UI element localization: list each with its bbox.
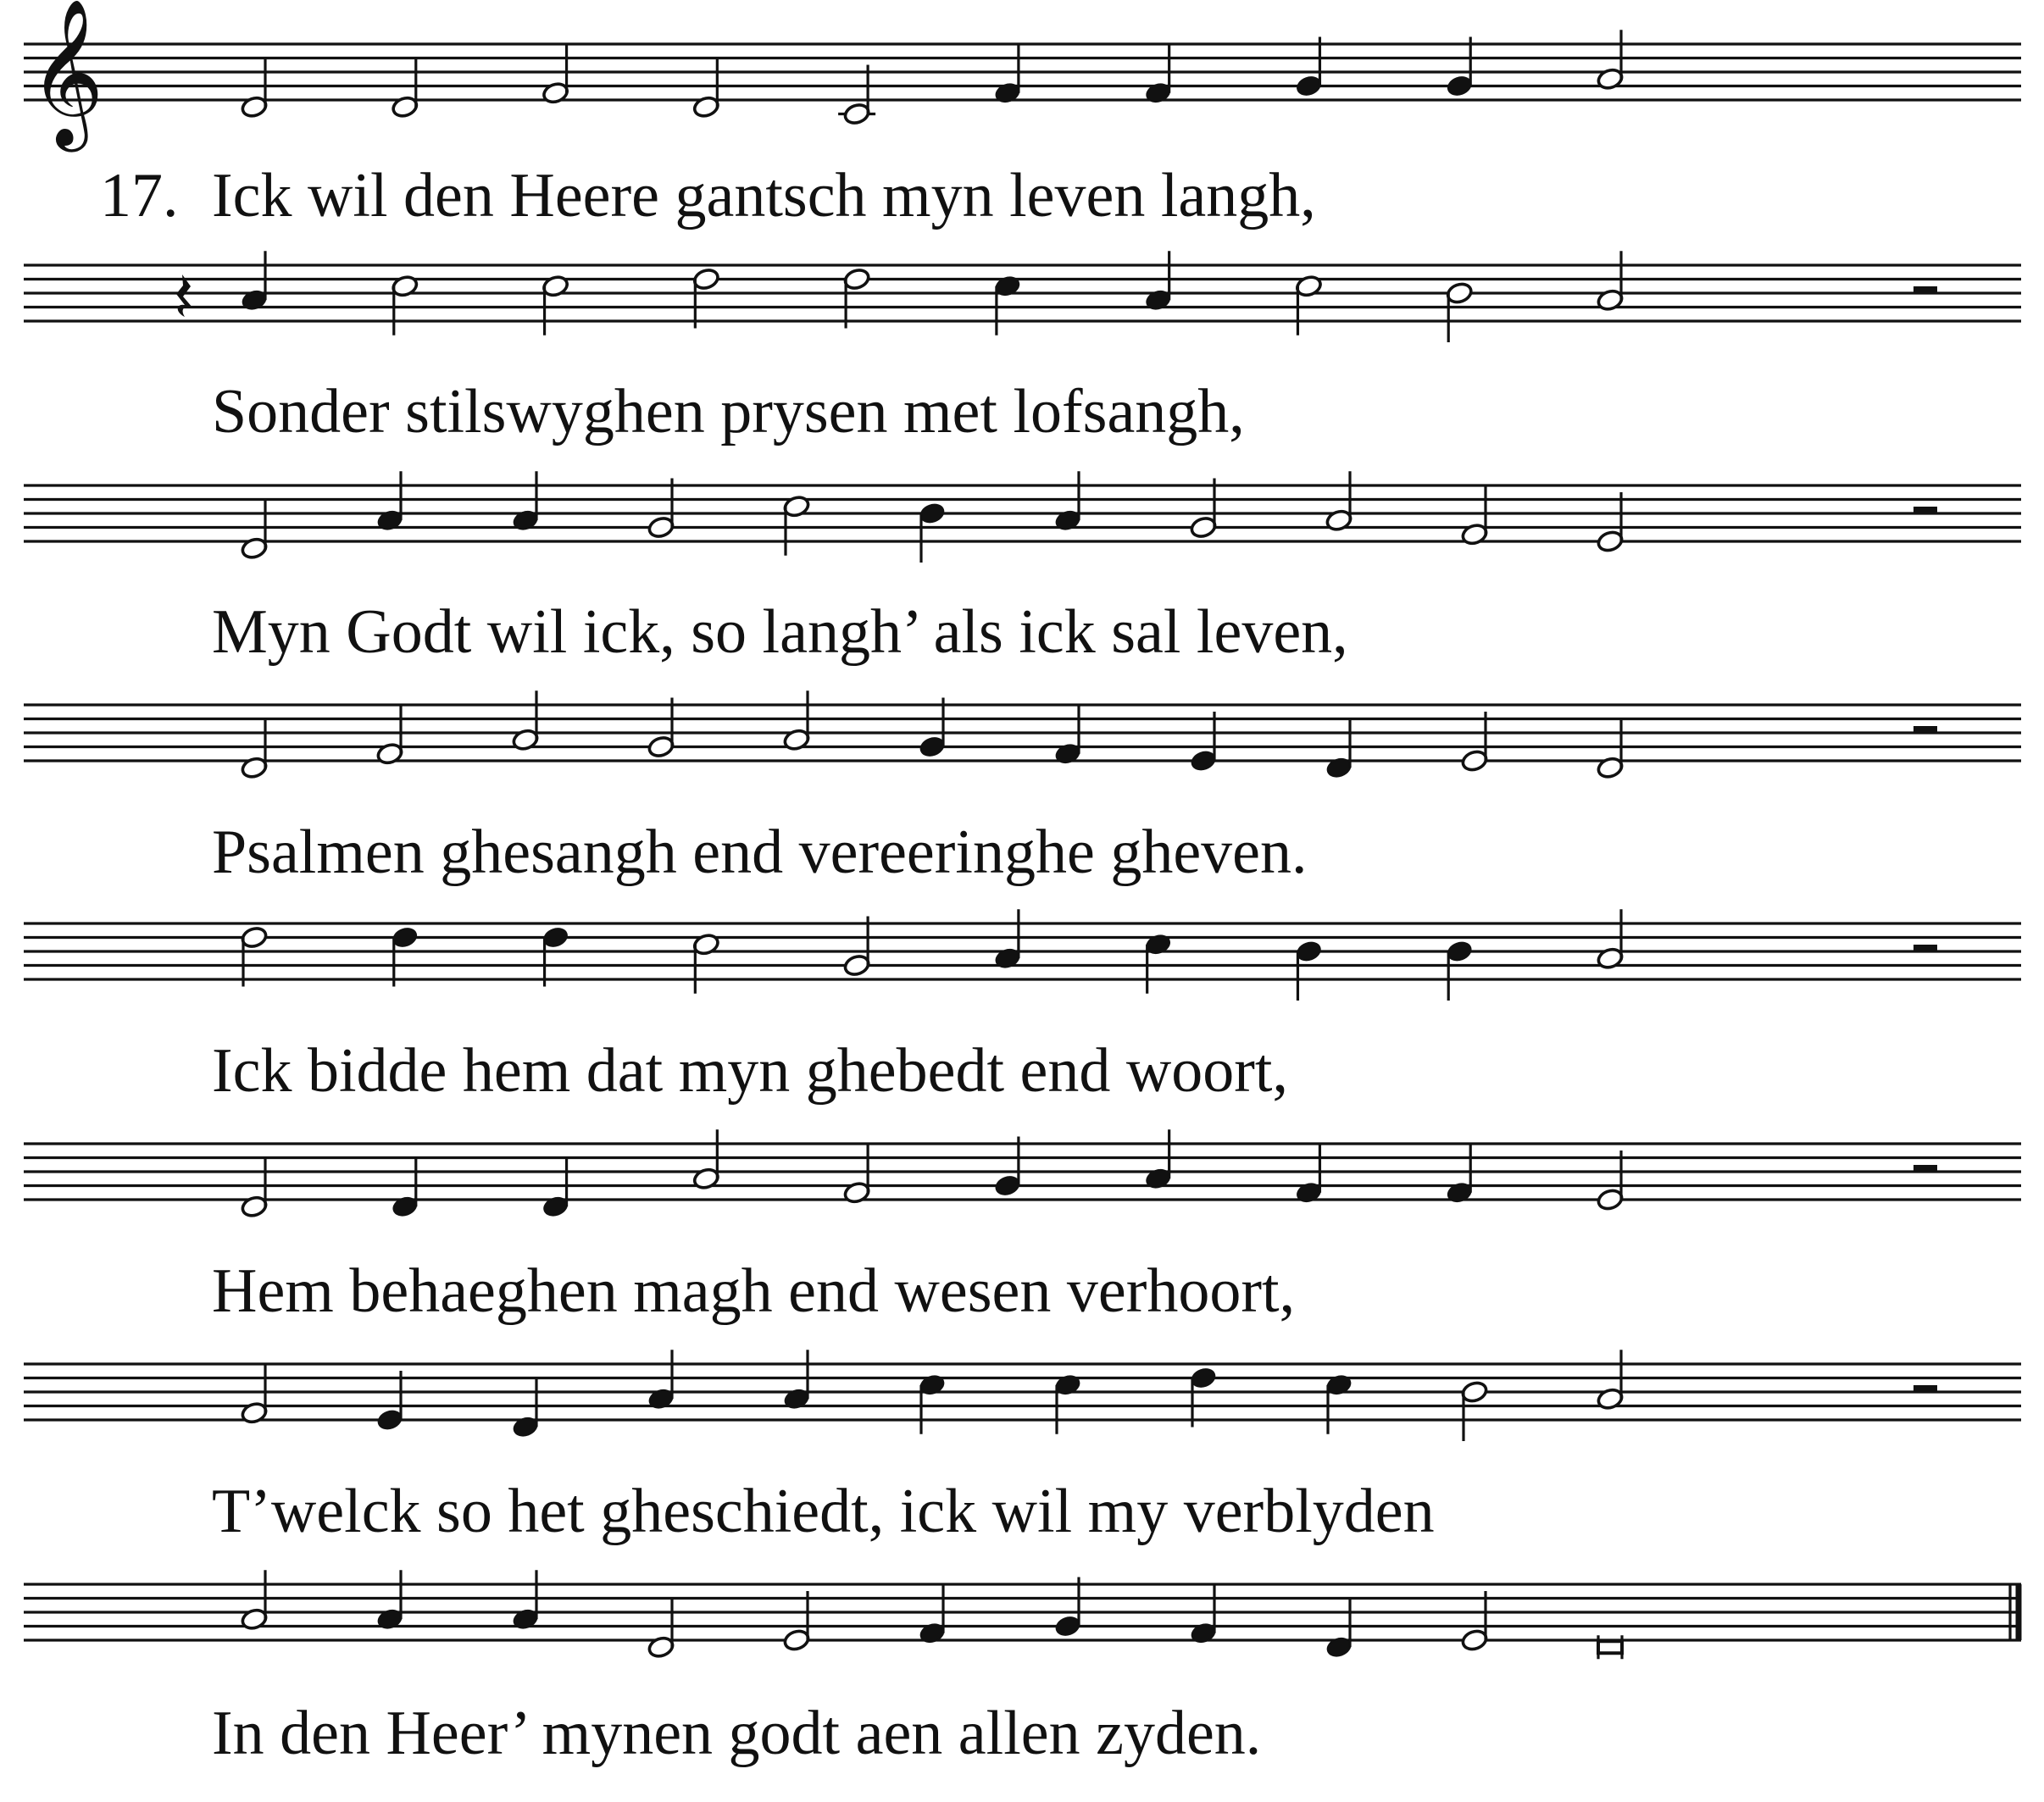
note: [918, 1584, 946, 1645]
note: [240, 1364, 268, 1425]
note: [1596, 30, 1624, 91]
note: [838, 65, 875, 126]
note: [1325, 1598, 1352, 1659]
staff-system-6: [24, 1129, 2021, 1218]
note: [375, 471, 403, 532]
note: [1325, 1373, 1352, 1434]
note: [647, 698, 675, 759]
note: [240, 499, 268, 560]
lyric-line-7: T’welck so het gheschiedt, ick wil my verblyden: [212, 1477, 1435, 1546]
lyric-line-2: Sonder stilswyghen prysen met lofsangh,: [212, 377, 1245, 446]
note: [647, 1598, 675, 1659]
note: [1295, 37, 1323, 98]
note: [1053, 1373, 1081, 1434]
note: [1596, 718, 1624, 779]
note: [843, 917, 871, 978]
note: [647, 1350, 675, 1411]
note: [918, 1373, 946, 1434]
note: [843, 267, 871, 328]
notehead-breve: [1598, 1641, 1622, 1653]
note: [1189, 479, 1217, 540]
half-rest: [1913, 945, 1937, 951]
note: [782, 1591, 810, 1652]
note: [240, 718, 268, 779]
note: [1596, 251, 1624, 312]
note: [993, 909, 1021, 970]
note: [391, 58, 419, 119]
note: [1446, 940, 1474, 1001]
note: [375, 1570, 403, 1631]
staff-system-4: [24, 690, 2021, 779]
note: [1596, 1151, 1624, 1211]
note: [1325, 718, 1352, 779]
note: [782, 690, 810, 751]
note: [511, 471, 539, 532]
lyric-line-4: Psalmen ghesangh end vereeringhe gheven.: [212, 818, 1308, 887]
half-rest: [1913, 286, 1937, 293]
note: [511, 690, 539, 751]
verse-number: 17.: [100, 161, 179, 230]
note: [1295, 274, 1323, 335]
note: [1325, 471, 1352, 532]
note: [993, 1137, 1021, 1198]
half-rest: [1913, 1165, 1937, 1172]
note: [1144, 1129, 1172, 1190]
lyric-line-3: Myn Godt wil ick, so langh’ als ick sal leven,: [212, 597, 1348, 667]
note: [375, 705, 403, 766]
note: [1295, 1144, 1323, 1205]
note: [1144, 251, 1172, 312]
quarter-rest: [176, 274, 193, 317]
note: [692, 58, 720, 119]
staff-system-5: [24, 909, 2021, 1001]
note: [1446, 281, 1474, 342]
note: [1053, 705, 1081, 766]
note: [692, 1129, 720, 1190]
note: [1596, 909, 1624, 970]
note: [240, 58, 268, 119]
note: [782, 495, 810, 556]
note: [375, 1371, 403, 1432]
staff-system-8: [24, 1570, 2021, 1659]
half-rest: [1913, 1385, 1937, 1392]
note: [240, 1157, 268, 1218]
note: [542, 1157, 569, 1218]
note: [391, 274, 419, 335]
note: [1460, 1380, 1488, 1441]
note: [1446, 37, 1474, 98]
note: [1144, 933, 1172, 994]
lyric-line-5: Ick bidde hem dat myn ghebedt end woort,: [212, 1036, 1288, 1106]
note: [1189, 1584, 1217, 1645]
note: [1446, 1144, 1474, 1205]
note: [782, 1350, 810, 1411]
note: [542, 274, 569, 335]
half-rest: [1913, 507, 1937, 513]
note: [1053, 471, 1081, 532]
note: [542, 44, 569, 105]
note: [1460, 1591, 1488, 1652]
note: [1053, 1577, 1081, 1638]
note: [1460, 485, 1488, 546]
note: [542, 925, 569, 986]
lyric-line-6: Hem behaeghen magh end wesen verhoort,: [212, 1256, 1296, 1326]
note: [391, 1157, 419, 1218]
staff-system-1: [24, 0, 2021, 152]
treble-clef-icon: 𝄞: [29, 0, 104, 146]
note: [692, 933, 720, 994]
note: [240, 251, 268, 312]
note: [993, 274, 1021, 335]
note: [692, 267, 720, 328]
staff-system-7: [24, 1350, 2021, 1441]
note: [1295, 940, 1323, 1001]
note: [647, 479, 675, 540]
note: [1144, 44, 1172, 105]
lyric-line-8: In den Heer’ mynen godt aen allen zyden.: [212, 1699, 1262, 1768]
note: [1596, 492, 1624, 553]
note: [391, 925, 419, 986]
staff-system-2: [24, 251, 2021, 342]
note: [918, 698, 946, 759]
note: [511, 1378, 539, 1439]
note: [843, 1144, 871, 1205]
note: [918, 502, 946, 563]
staff-system-3: [24, 471, 2021, 563]
note: [993, 44, 1021, 105]
note: [1460, 712, 1488, 773]
note: [1189, 1366, 1217, 1427]
half-rest: [1913, 726, 1937, 733]
note: [511, 1570, 539, 1631]
lyric-line-1: Ick wil den Heere gantsch myn leven langh,: [212, 161, 1316, 230]
note: [240, 1570, 268, 1631]
note: [240, 925, 268, 986]
note: [1596, 1350, 1624, 1411]
note: [1189, 712, 1217, 773]
